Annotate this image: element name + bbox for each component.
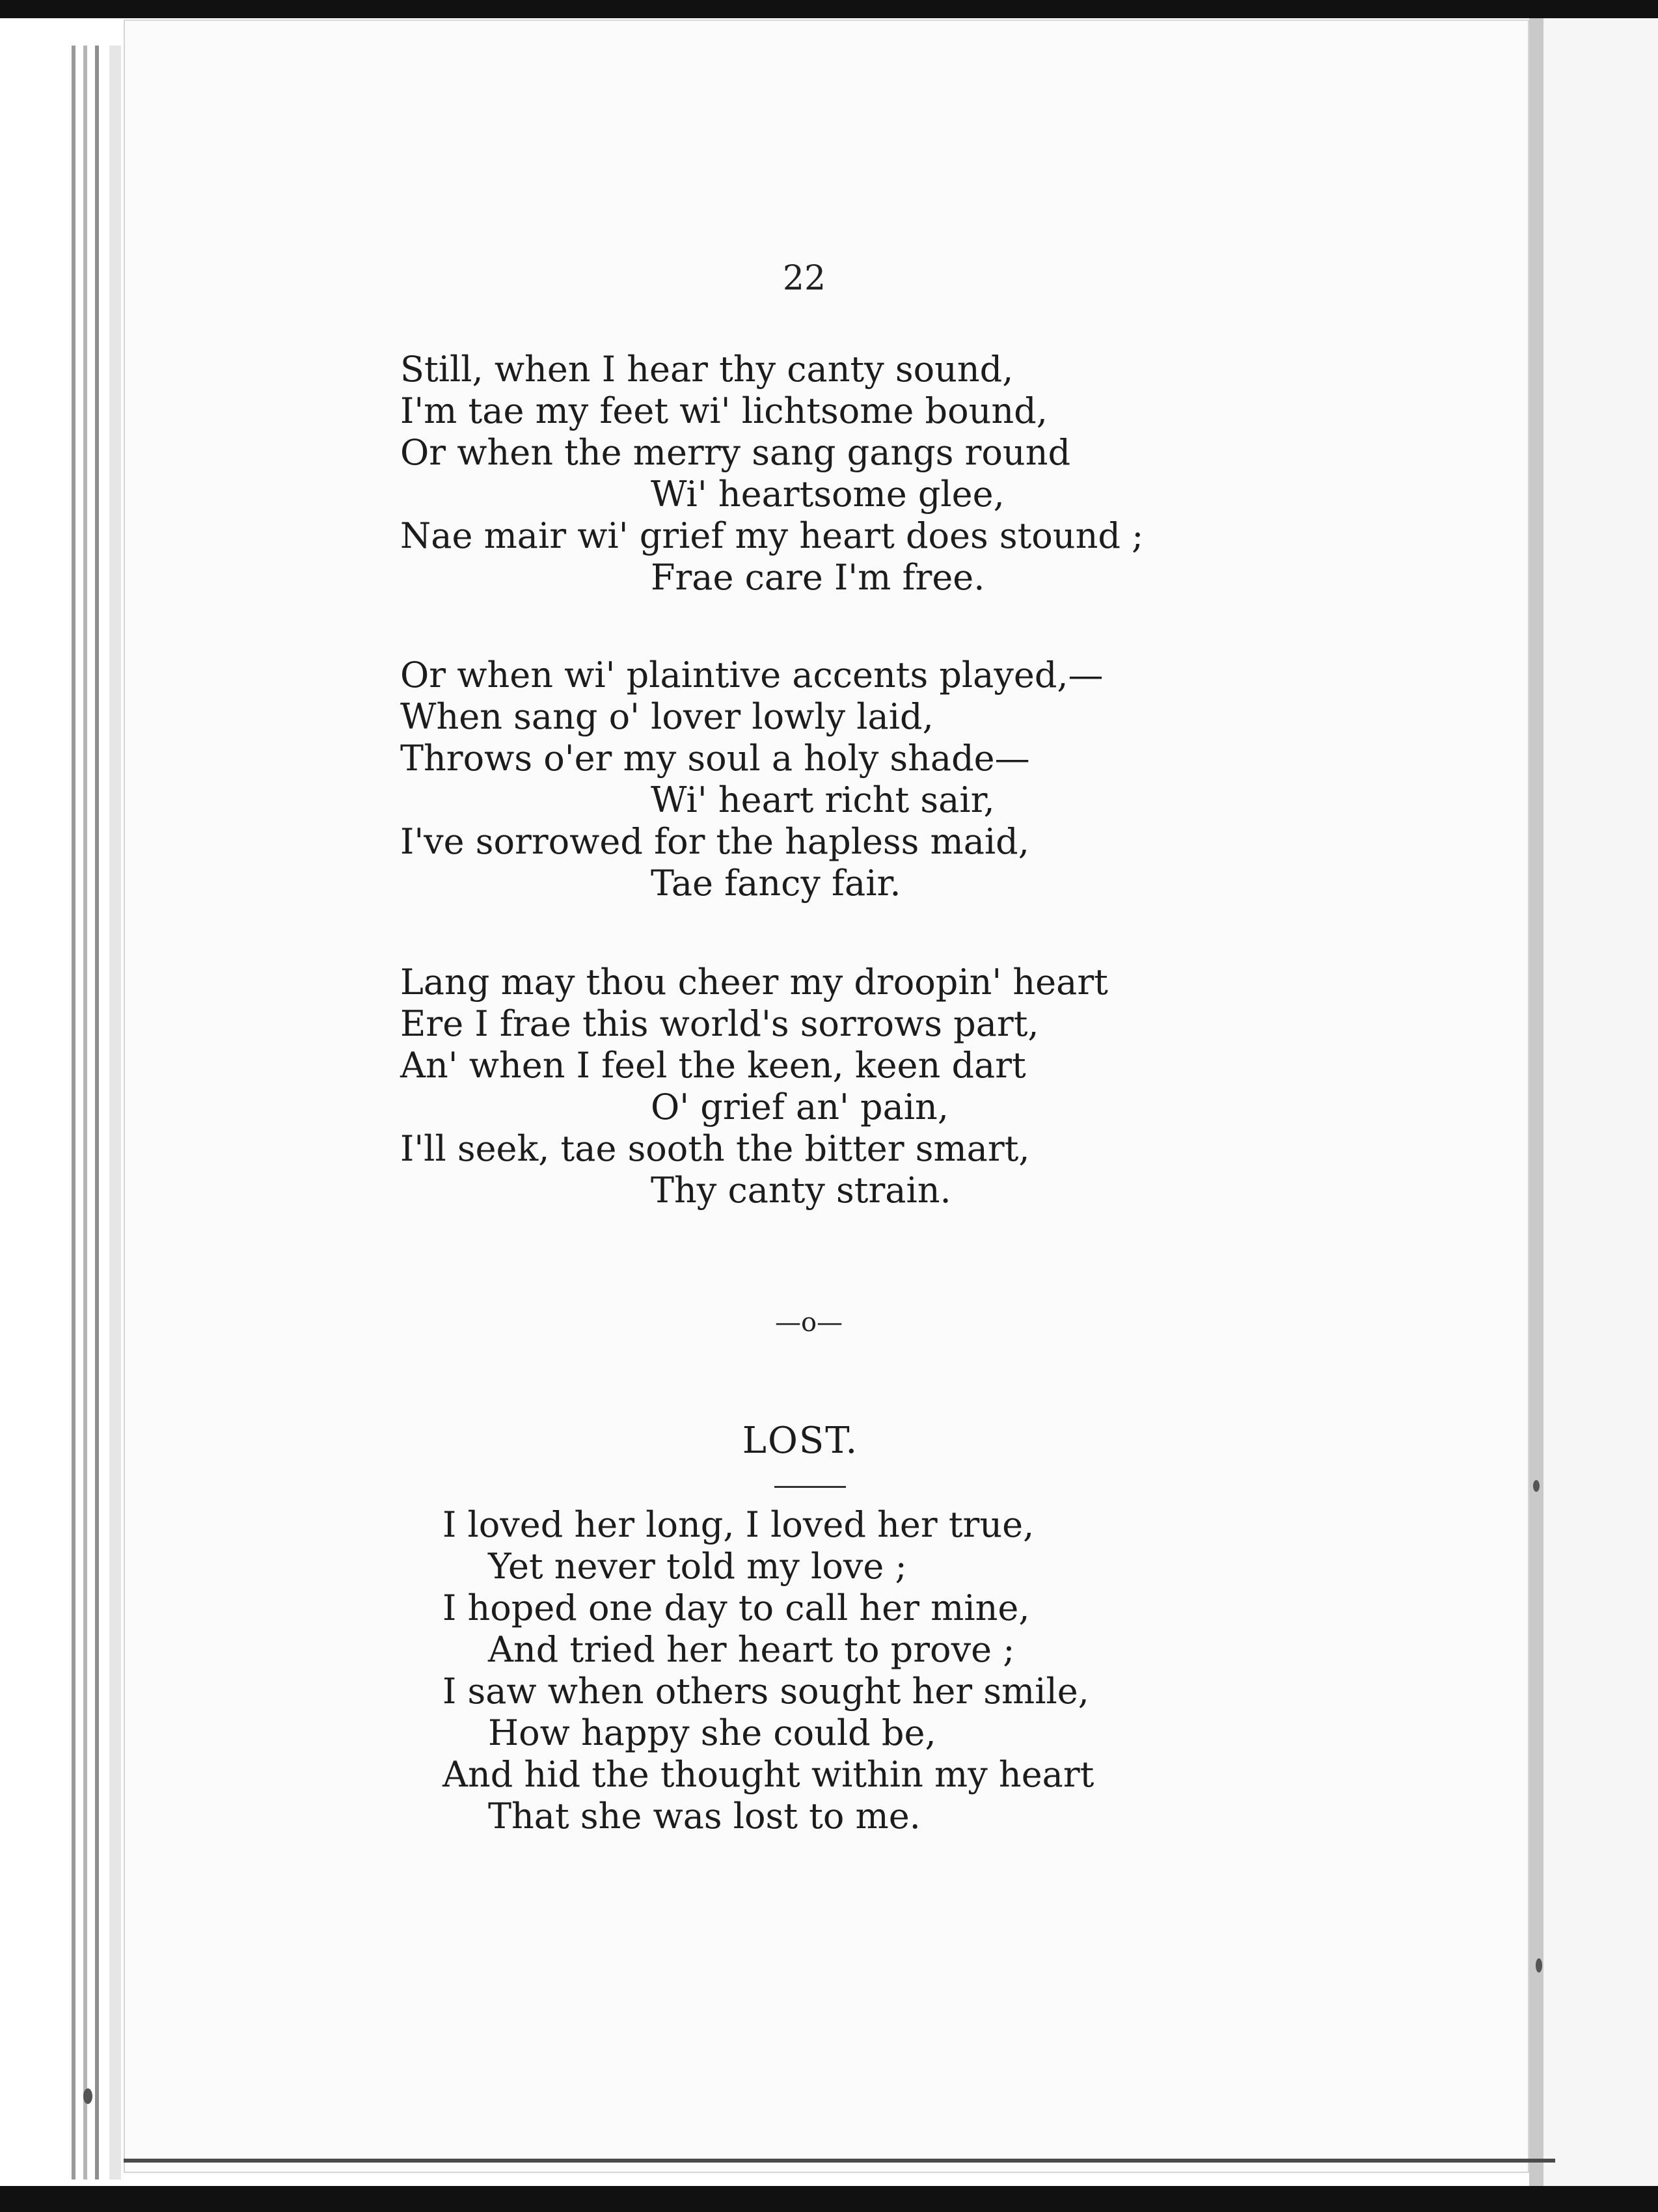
scan-speck [83, 2088, 92, 2104]
verse-line-indented: How happy she could be, [488, 1712, 936, 1753]
verse-line: I hoped one day to call her mine, [442, 1587, 1030, 1628]
poem-stanza [442, 1504, 1386, 1837]
verse-line: Throws o'er my soul a holy shade— [400, 738, 1030, 779]
verse-line-indented: Wi' heart richt sair, [651, 779, 995, 820]
poem-title: LOST. [742, 1420, 859, 1462]
scan-speck [1533, 1480, 1540, 1492]
facing-page-edge [1543, 18, 1658, 2186]
verse-line: I saw when others sought her smile, [442, 1671, 1089, 1712]
verse-line: I'm tae my feet wi' lichtsome bound, [400, 390, 1048, 431]
page-bottom-edge [124, 2159, 1555, 2163]
page-stack-edge [72, 46, 75, 2179]
verse-line: Nae mair wi' grief my heart does stound ; [400, 515, 1144, 556]
verse-line-indented: Tae fancy fair. [651, 863, 901, 904]
verse-line: And hid the thought within my heart [442, 1754, 1094, 1795]
verse-line: Lang may thou cheer my droopin' heart [400, 962, 1108, 1003]
stanza [400, 349, 1376, 599]
verse-line: I'll seek, tae sooth the bitter smart, [400, 1128, 1030, 1169]
verse-line-indented: And tried her heart to prove ; [488, 1629, 1015, 1670]
scan-border-top [0, 0, 1658, 18]
verse-line: I've sorrowed for the hapless maid, [400, 821, 1029, 862]
verse-line-indented: Yet never told my love ; [488, 1546, 907, 1587]
verse-line-indented: That she was lost to me. [488, 1796, 921, 1837]
verse-line: Or when wi' plaintive accents played,— [400, 654, 1104, 695]
verse-line: When sang o' lover lowly laid, [400, 696, 934, 737]
verse-line: Or when the merry sang gangs round [400, 432, 1071, 473]
verse-line: Ere I frae this world's sorrows part, [400, 1003, 1039, 1044]
verse-line-indented: Frae care I'm free. [651, 557, 985, 598]
verse-line: Still, when I hear thy canty sound, [400, 349, 1014, 390]
book-gutter [1529, 18, 1543, 2186]
verse-line-indented: O' grief an' pain, [651, 1086, 949, 1127]
section-separator: —o— [774, 1308, 843, 1338]
page-stack-edge [109, 46, 121, 2179]
stanza [400, 962, 1376, 1211]
verse-line: I loved her long, I loved her true, [442, 1504, 1035, 1545]
page-stack-edge [95, 46, 99, 2179]
page-number: 22 [782, 259, 826, 298]
stanza [400, 654, 1376, 904]
page-stack-edge [83, 46, 87, 2179]
title-rule [774, 1486, 846, 1488]
scan-speck [1536, 1958, 1542, 1973]
verse-line-indented: Wi' heartsome glee, [651, 474, 1005, 515]
verse-line: An' when I feel the keen, keen dart [400, 1045, 1026, 1086]
verse-line-indented: Thy canty strain. [651, 1170, 951, 1211]
scan-border-bottom [0, 2186, 1658, 2212]
